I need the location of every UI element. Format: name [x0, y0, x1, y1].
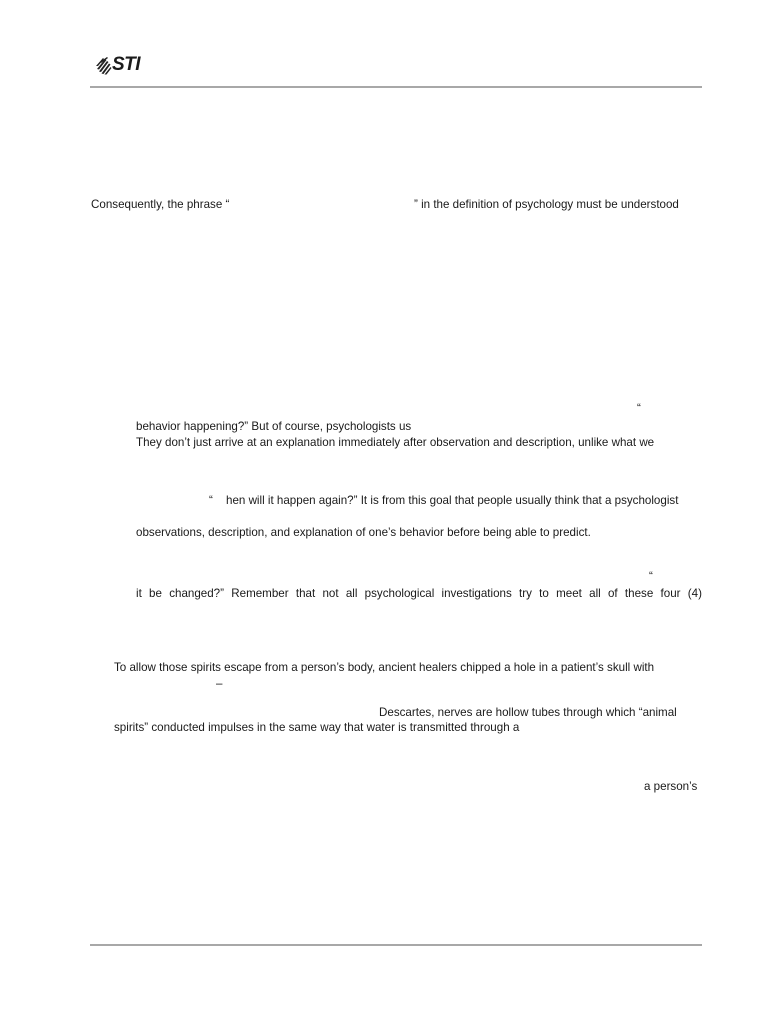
text-line: Descartes, nerves are hollow tubes through which “animal	[379, 706, 677, 719]
word: Remember	[231, 587, 289, 600]
text-line: ” in the definition of psychology must be understood	[414, 198, 679, 211]
word: these	[624, 587, 654, 600]
dash: –	[216, 677, 223, 690]
header-divider	[90, 86, 702, 88]
quote-mark: “	[649, 570, 653, 583]
word: try	[519, 587, 532, 600]
footer-divider	[90, 944, 702, 946]
word: changed?”	[169, 587, 224, 600]
word: four	[660, 587, 681, 600]
word: it	[136, 587, 142, 600]
logo-text: STI	[112, 54, 141, 75]
text-line: a person’s	[644, 780, 698, 793]
text-line: observations, description, and explanation of one’s behavior before being able to predict.	[136, 526, 591, 539]
text-line: spirits” conducted impulses in the same way that water is transmitted through a	[114, 721, 520, 734]
text-line: Consequently, the phrase “	[91, 198, 230, 211]
text-line: To allow those spirits escape from a person’s body, ancient healers chipped a hole in a patient’s skull with	[114, 661, 655, 674]
quote-mark: “	[637, 402, 641, 415]
word: meet	[556, 587, 582, 600]
word: to	[539, 587, 549, 600]
word: be	[149, 587, 162, 600]
word: all	[589, 587, 601, 600]
word: that	[295, 587, 316, 600]
word: of	[607, 587, 618, 600]
quote-mark: “	[209, 494, 213, 507]
text-line: hen will it happen again?” It is from this goal that people usually think that a psychologist	[226, 494, 679, 507]
text-line: They don’t just arrive at an explanation immediately after observation and description, unlike what we	[136, 436, 655, 449]
word: not	[322, 587, 339, 600]
word: all	[345, 587, 358, 600]
sti-logo	[94, 52, 140, 78]
word: investigations	[441, 587, 512, 600]
word: (4)	[687, 587, 702, 600]
word: psychological	[364, 587, 435, 600]
text-line	[136, 587, 702, 601]
text-line: behavior happening?” But of course, psychologists us	[136, 420, 412, 433]
